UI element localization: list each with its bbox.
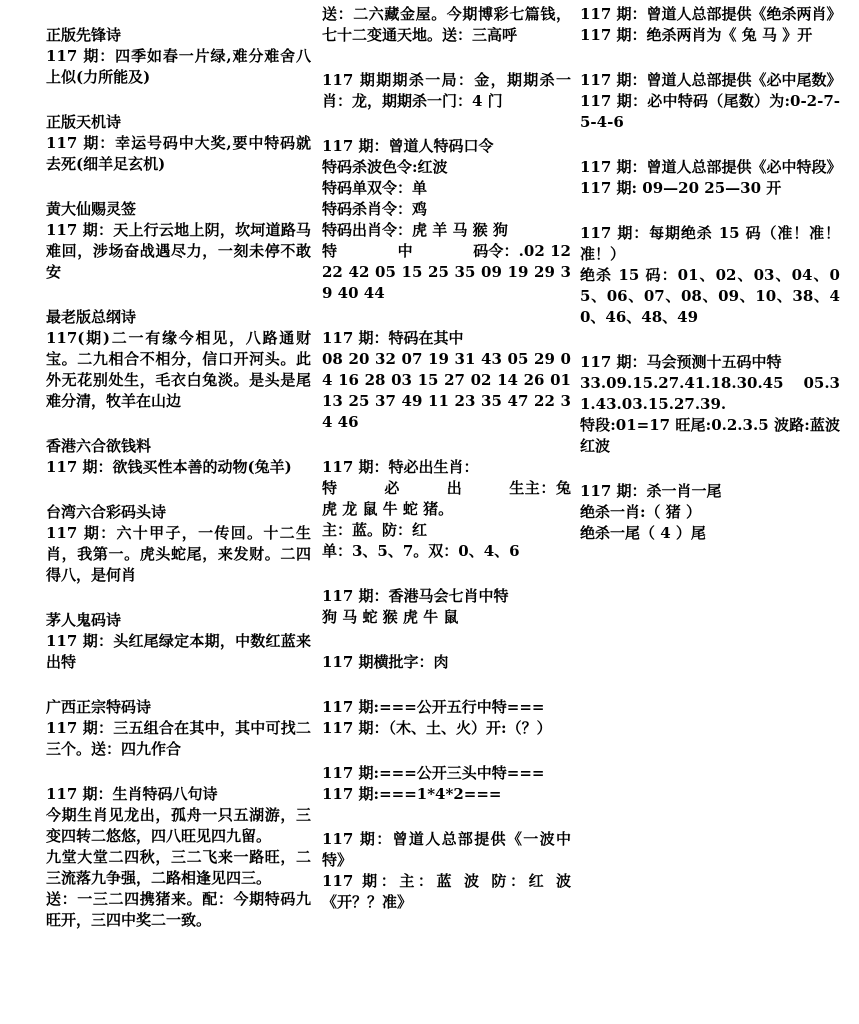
- text-line: 117(期)二一有缘今相见，八路通财宝。二九相合不相分，信口开河头。此外无花别处生，毛衣白兔淡。是头是尾难分清，牧羊在山边: [46, 329, 311, 410]
- text-line: 绝杀一尾（ 4 ）尾: [580, 524, 706, 542]
- spacer: [46, 88, 311, 112]
- text-line: 117 期期期杀一局：金，期期杀一肖：龙，期期杀一门：4 门: [322, 71, 571, 110]
- text-line: 特码杀波色令:红波: [322, 158, 448, 176]
- text-line: 绝杀一肖:（ 猪 ）: [580, 503, 701, 521]
- spacer: [580, 46, 840, 70]
- spacer: [322, 304, 571, 328]
- spacer: [46, 760, 311, 784]
- text-line: 117 期：主：蓝 波 防：红 波《开？？准》: [322, 872, 571, 911]
- spacer: [46, 586, 311, 610]
- spacer: [580, 457, 840, 481]
- text-line: 117 期: 09—20 25—30 开: [580, 179, 782, 197]
- text-line: 117 期：头红尾绿定本期，中数红蓝来出特: [46, 632, 311, 671]
- text-line: 117 期:===1*4*2===: [322, 785, 502, 803]
- text-line: 今期生肖见龙出，孤舟一只五湖游，三变四转二悠悠，四八旺见四九留。: [46, 806, 311, 845]
- text-line: 特码出肖令：虎 羊 马 猴 狗: [322, 221, 508, 239]
- text-line: 117 期：幸运号码中大奖,要中特码就去死(细羊足玄机): [46, 134, 311, 173]
- text-line: 117 期:===公开三头中特===: [322, 764, 545, 782]
- spacer: [46, 412, 311, 436]
- text-line: 117 期：曾道人总部提供《必中尾数》: [580, 71, 842, 89]
- spacer: [580, 133, 840, 157]
- text-line: 单：3、5、7。双：0、4、6: [322, 542, 520, 560]
- text-line: 117 期：曾道人特码口令: [322, 137, 494, 155]
- spacer: [322, 112, 571, 136]
- spacer: [580, 199, 840, 223]
- spacer: [322, 805, 571, 829]
- spacer: [46, 673, 311, 697]
- text-line: 九堂大堂二四秋，三二飞来一路旺，二三流落九争强，二路相逢见四三。: [46, 848, 311, 887]
- spacer: [46, 4, 311, 25]
- text-line: 117 期：六十甲子，一传回。十二生肖，我第一。虎头蛇尾，来发财。二四得八，是何肖: [46, 524, 311, 584]
- text-line: 香港六合欲钱料: [46, 437, 152, 455]
- text-line: 特段:01=17 旺尾:0.2.3.5 波路:蓝波红波: [580, 416, 840, 455]
- text-line: 117 期：必中特码（尾数）为:0-2-7-5-4-6: [580, 92, 840, 131]
- spacer: [322, 433, 571, 457]
- text-line: 送：一三二四携猪来。配：今期特码九旺开，三四中奖二一致。: [46, 890, 311, 929]
- text-line: 绝杀 15 码：01、02、03、04、05、06、07、08、09、10、38、40、46、48、49: [580, 266, 840, 326]
- text-line: 117 期：曾道人总部提供《必中特段》: [580, 158, 842, 176]
- text-line: 特码杀肖令：鸡: [322, 200, 428, 218]
- text-line: 117 期：曾道人总部提供《绝杀两肖》: [580, 5, 842, 23]
- text-line: 117 期：绝杀两肖为《 兔 马 》开: [580, 26, 813, 44]
- text-line: 117 期：马会预测十五码中特: [580, 353, 782, 371]
- text-line: 117 期：曾道人总部提供《一波中特》: [322, 830, 571, 869]
- text-line: 117 期：生肖特码八句诗: [46, 785, 218, 803]
- text-line: 茅人鬼码诗: [46, 611, 122, 629]
- text-line: 117 期：杀一肖一尾: [580, 482, 722, 500]
- text-line: 正版先锋诗: [46, 26, 122, 44]
- spacer: [322, 628, 571, 652]
- text-line: 117 期：（木、土、火）开:（？）: [322, 719, 552, 737]
- text-line: 特 必 出 生主：兔 虎 龙 鼠 牛 蛇 猪。: [322, 479, 577, 518]
- text-line: 117 期横批字：肉: [322, 653, 449, 671]
- spacer: [322, 562, 571, 586]
- text-line: 08 20 32 07 19 31 43 05 29 04 16 28 03 15 27 02 14 26 01 13 25 37 49 11 23 35 47 22 34 46: [322, 350, 577, 431]
- middle-column: [322, 4, 577, 913]
- right-column: [580, 4, 840, 544]
- text-line: 117 期:===公开五行中特===: [322, 698, 545, 716]
- text-line: 特码单双令：单: [322, 179, 428, 197]
- text-line: 广西正宗特码诗: [46, 698, 152, 716]
- text-line: 特 中 码令：.02 12 22 42 05 15 25 35 09 19 29 39 40 44: [322, 242, 577, 302]
- spacer: [322, 739, 571, 763]
- text-line: 117 期：特码在其中: [322, 329, 464, 347]
- spacer: [46, 283, 311, 307]
- text-line: 117 期：天上行云地上阴，坎坷道路马难回，涉场奋战遇尽力，一刻未停不敢安: [46, 221, 311, 281]
- left-column: [46, 4, 311, 931]
- text-line: 117 期：香港马会七肖中特: [322, 587, 509, 605]
- text-line: 117 期：三五组合在其中，其中可找二三个。送：四九作合: [46, 719, 311, 758]
- text-line: 黄大仙赐灵签: [46, 200, 137, 218]
- text-line: 117 期：每期绝杀 15 码（准！准！准！）: [580, 224, 840, 263]
- text-line: 117 期：欲钱买性本善的动物(兔羊): [46, 458, 292, 476]
- spacer: [46, 478, 311, 502]
- text-line: 正版天机诗: [46, 113, 122, 131]
- text-line: 33.09.15.27.41.18.30.45 05.31.43.03.15.27.39.: [580, 374, 840, 413]
- text-line: 最老版总纲诗: [46, 308, 137, 326]
- spacer: [46, 175, 311, 199]
- text-line: 台湾六合彩码头诗: [46, 503, 167, 521]
- text-line: 117 期：特必出生肖：: [322, 458, 479, 476]
- spacer: [322, 46, 571, 70]
- text-line: 主：蓝。防：红: [322, 521, 428, 539]
- text-line: 狗 马 蛇 猴 虎 牛 鼠: [322, 608, 459, 626]
- spacer: [580, 328, 840, 352]
- text-line: 117 期：四季如春一片绿,难分难舍八上似(力所能及): [46, 47, 311, 86]
- text-line: 送：二六藏金屋。今期博彩七篇钱，七十二变通天地。送：三高呼: [322, 5, 571, 44]
- spacer: [322, 673, 571, 697]
